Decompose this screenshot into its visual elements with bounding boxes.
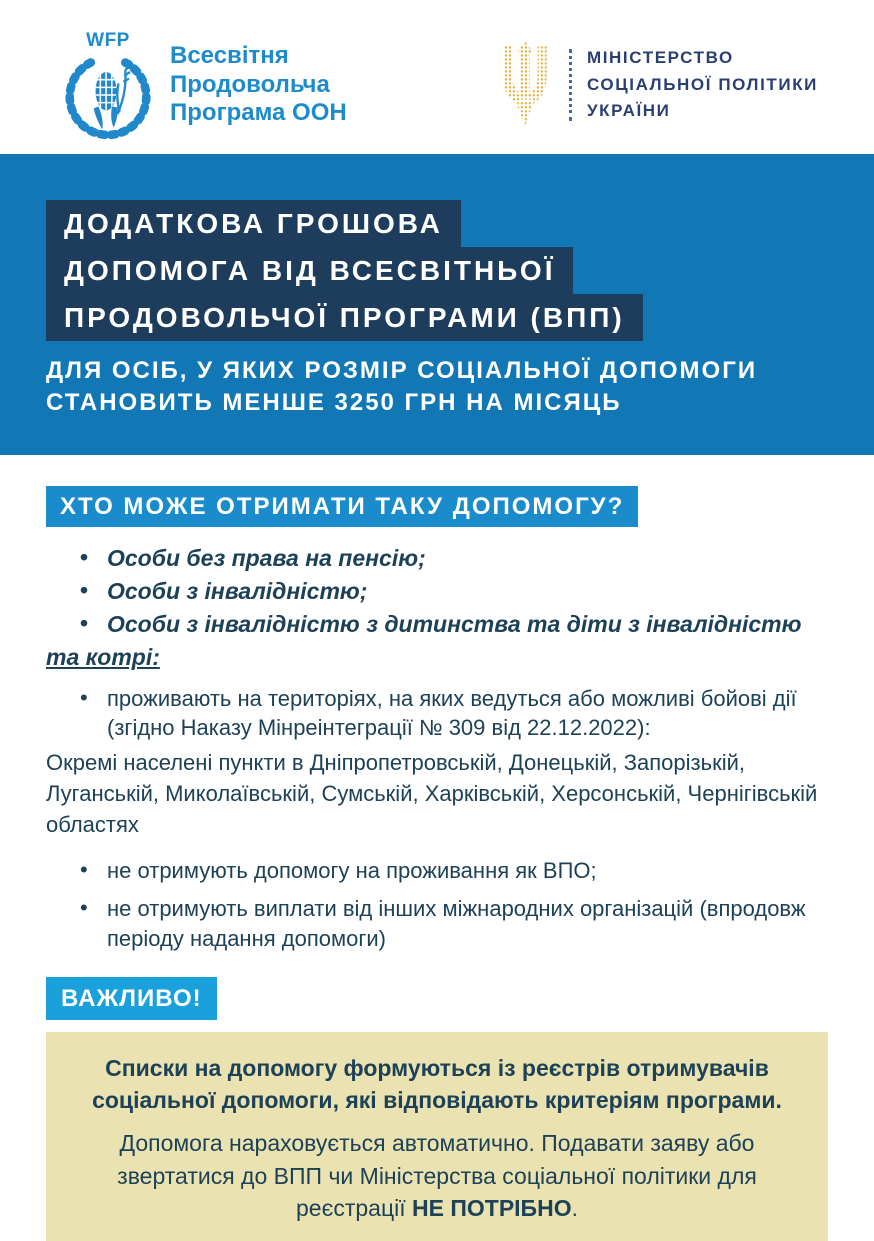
husk-leaf-icon xyxy=(94,106,103,129)
list-item: • не отримують допомогу на проживання як ВПО; xyxy=(80,856,828,885)
ministry-name-line: СОЦІАЛЬНОЇ ПОЛІТИКИ xyxy=(586,74,818,94)
title-banner xyxy=(0,154,874,455)
conditions-list xyxy=(80,684,828,743)
list-item: • Особи без права на пенсію; xyxy=(80,542,828,575)
note-box xyxy=(46,1032,828,1241)
wfp-name-line: Програма ООН xyxy=(170,99,347,127)
wfp-name xyxy=(170,42,347,128)
wfp-acronym-label: WFP xyxy=(86,30,130,51)
list-item: • не отримують виплати від інших міжнародних організацій (впродовж періоду надання допомоги) xyxy=(80,894,828,953)
wfp-name-line: Всесвітня xyxy=(170,41,289,69)
wfp-logo xyxy=(58,31,347,139)
wfp-name-line: Продовольча xyxy=(170,70,330,98)
spacer xyxy=(46,841,828,846)
husk-leaf-icon xyxy=(111,106,118,127)
wfp-wreath-icon xyxy=(62,51,154,139)
conditions-list xyxy=(80,856,828,953)
connector-text: та котрі: xyxy=(46,644,160,671)
note-regular-text xyxy=(84,1127,790,1224)
dotted-divider xyxy=(569,49,572,121)
ministry-name xyxy=(587,45,818,124)
eligible-groups-list xyxy=(80,542,828,640)
ministry-trident-icon xyxy=(496,39,554,131)
poster-title-line: ПРОДОВОЛЬЧОЇ ПРОГРАМИ (ВПП) xyxy=(46,294,643,341)
wfp-emblem xyxy=(58,31,158,139)
list-item: • проживають на територіях, на яких ведуться або можливі бойові дії (згідно Наказу Мінреінтеграції № 309 від 22.12.2022): xyxy=(80,684,828,743)
condition-detail-text: Окремі населені пункти в Дніпропетровській, Донецькій, Запорізькій, Луганській, Миколаївській, Сумській, Харківській, Херсонській, Чернігівській областях xyxy=(46,749,818,838)
ministry-name-line: МІНІСТЕРСТВО xyxy=(586,48,734,68)
poster-title-line: ДОДАТКОВА ГРОШОВА xyxy=(46,200,461,247)
list-item: • Особи з інвалідністю з дитинства та діти з інвалідністю xyxy=(80,608,828,641)
important-badge: ВАЖЛИВО! xyxy=(46,977,217,1020)
poster-body xyxy=(0,455,874,1241)
note-bold-text: Списки на допомогу формуються із реєстрів отримувачів соціальної допомоги, які відповідають критеріям програми. xyxy=(92,1055,782,1114)
poster-title-line: ДОПОМОГА ВІД ВСЕСВІТНЬОЇ xyxy=(46,247,573,294)
note-prefix: Допомога нараховується автоматично. Подавати заяву або звертатися до ВПП чи Міністерства соціальної політики для реєстрації xyxy=(117,1130,757,1221)
note-suffix: . xyxy=(571,1194,578,1221)
poster-subtitle-line: СТАНОВИТЬ МЕНШЕ 3250 ГРН НА МІСЯЦЬ xyxy=(46,389,622,417)
poster-subtitle-line: ДЛЯ ОСІБ, У ЯКИХ РОЗМІР СОЦІАЛЬНОЇ ДОПОМОГИ xyxy=(46,357,758,384)
logo-header xyxy=(0,0,874,154)
ministry-name-line: УКРАЇНИ xyxy=(586,101,671,121)
ministry-logo xyxy=(496,39,818,131)
wheat-stalk-icon xyxy=(117,65,130,114)
list-item: • Особи з інвалідністю; xyxy=(80,575,828,608)
note-emphasis: НЕ ПОТРІБНО xyxy=(412,1194,572,1221)
eligibility-heading: ХТО МОЖЕ ОТРИМАТИ ТАКУ ДОПОМОГУ? xyxy=(46,486,638,527)
poster-subtitle xyxy=(46,355,828,420)
